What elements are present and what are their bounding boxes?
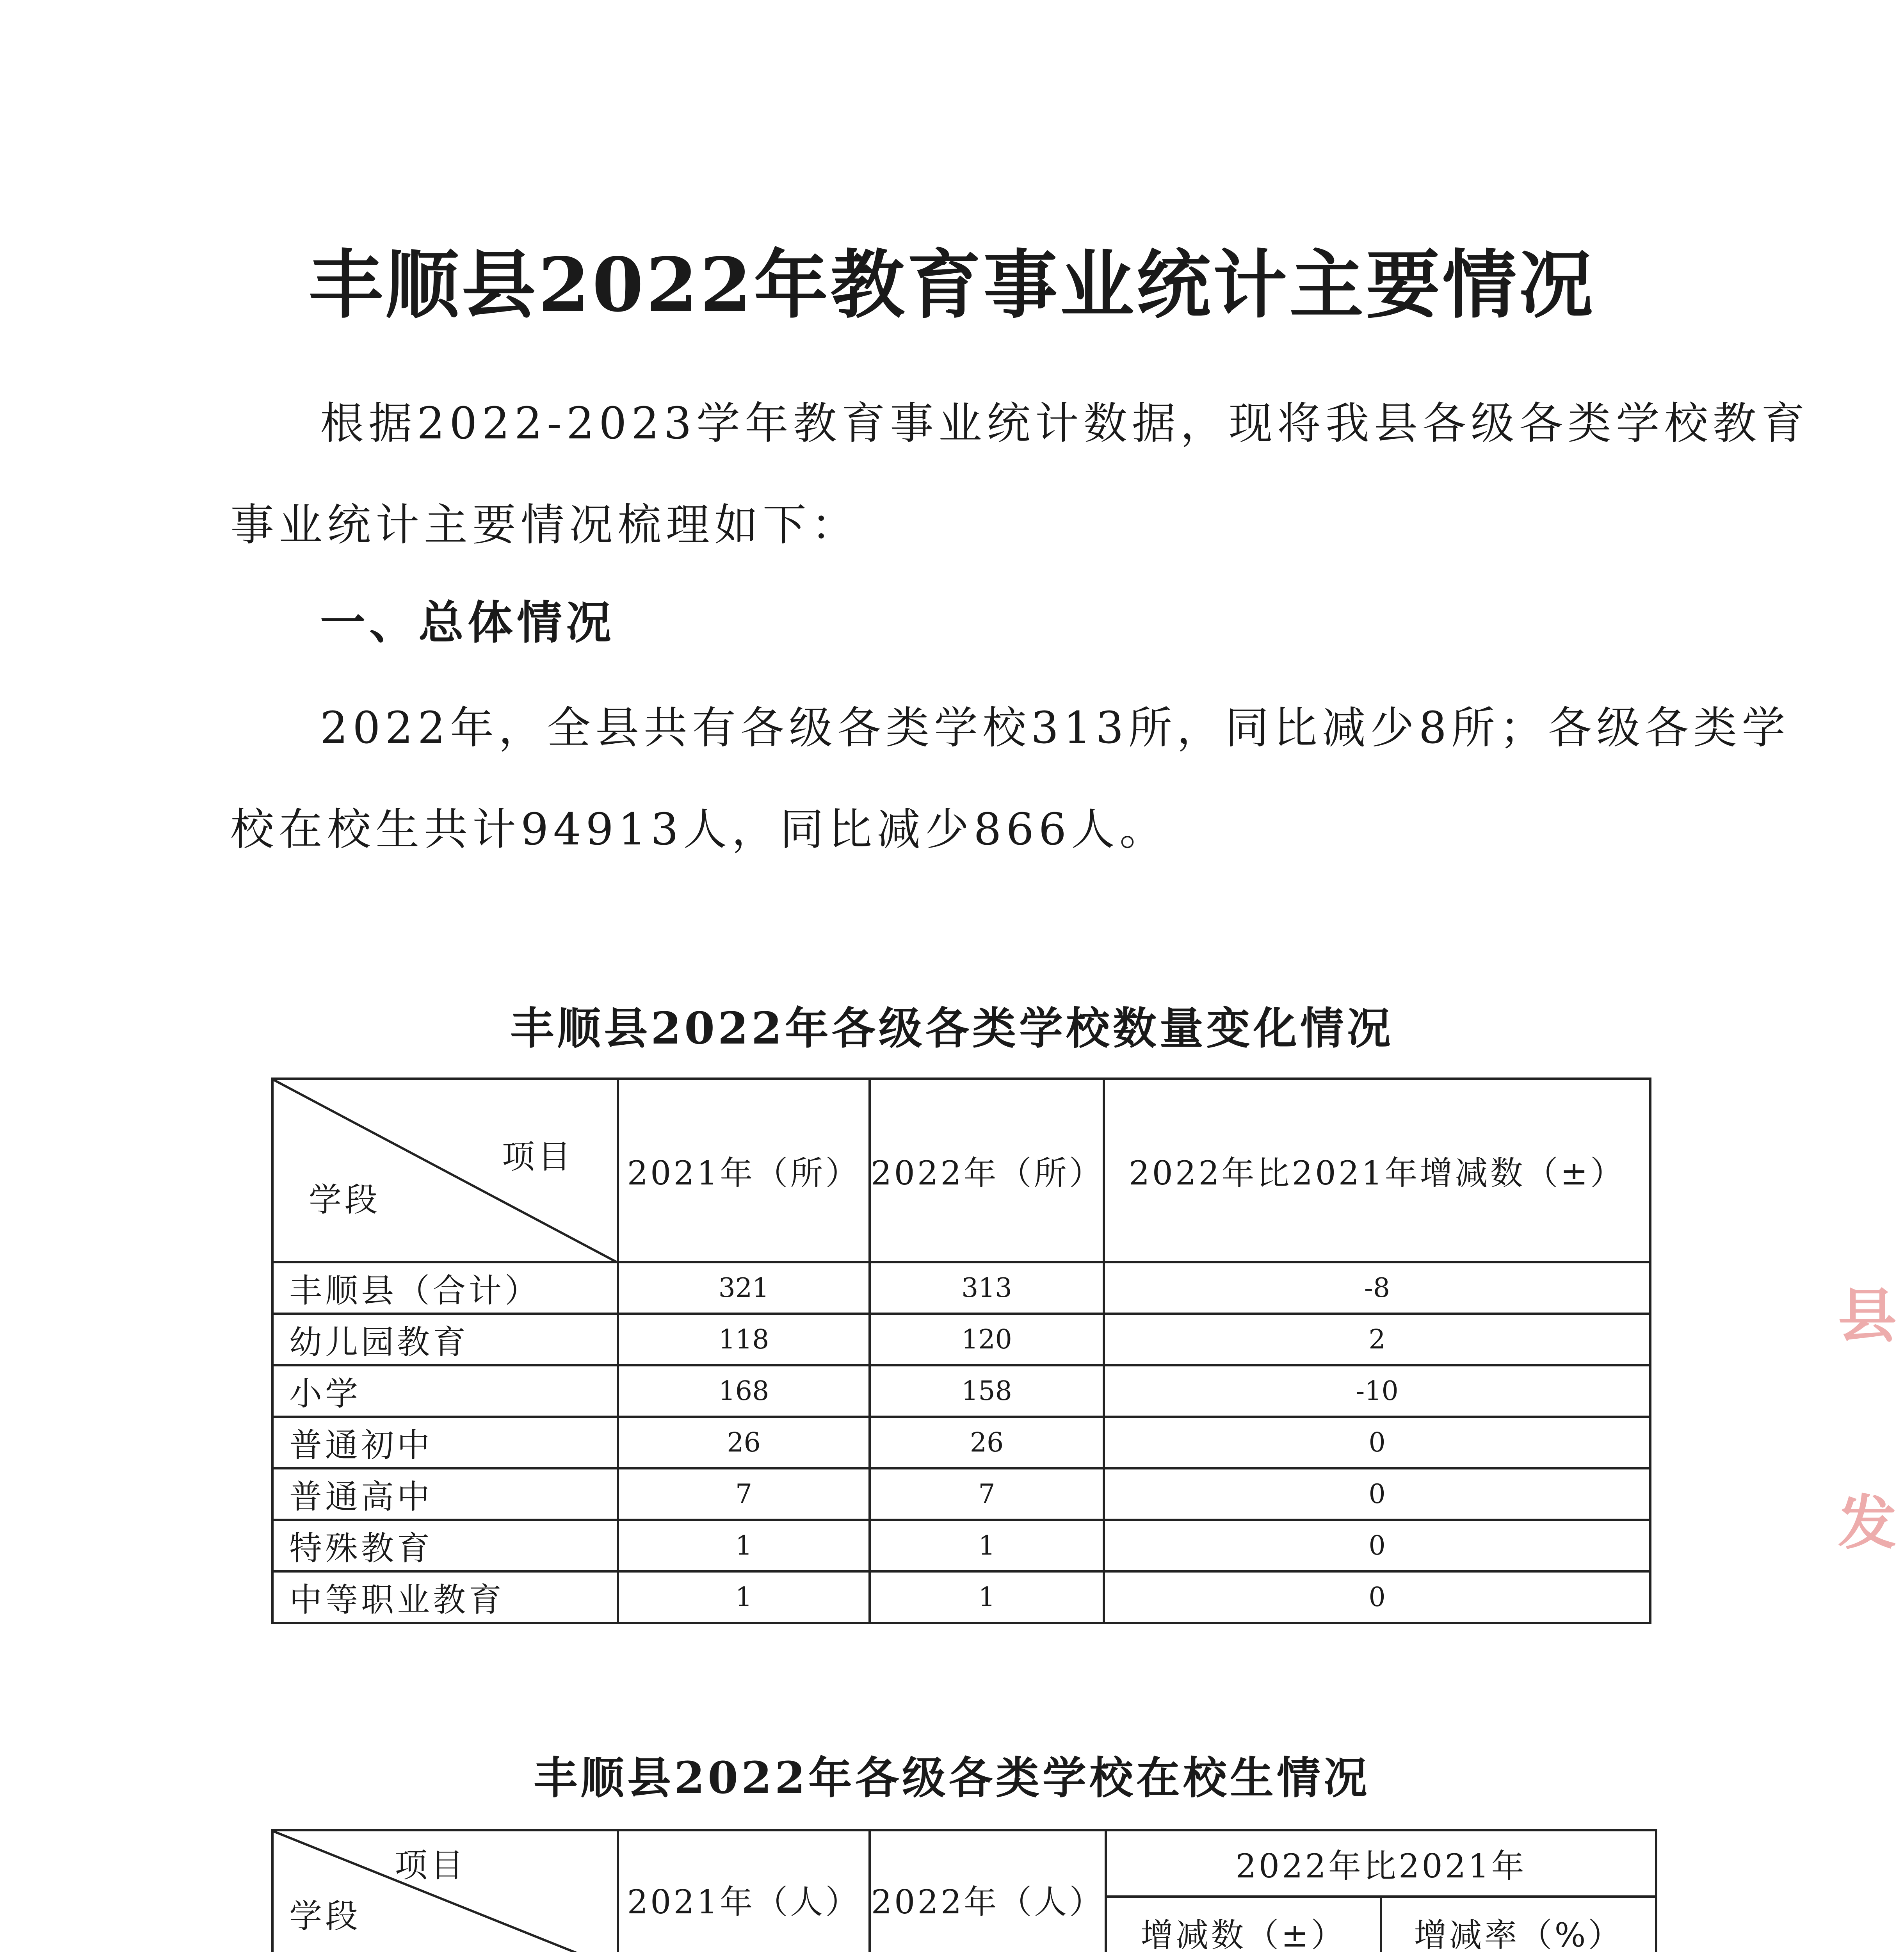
section-heading-overall: 一、总体情况: [320, 596, 615, 649]
table-row: [272, 1468, 1650, 1520]
value-2022-cell: 7: [870, 1468, 1104, 1520]
stage-label: 学段: [309, 1181, 381, 1219]
change-cell: 0: [1104, 1417, 1650, 1468]
change-cell: -10: [1104, 1365, 1650, 1417]
table-row: [272, 1571, 1650, 1623]
col-2022-header: 2022年（所）: [870, 1079, 1104, 1262]
col-change-header: 2022年比2021年增减数（±）: [1104, 1079, 1650, 1262]
value-2021-cell: 1: [618, 1520, 870, 1571]
value-2022-cell: 120: [870, 1314, 1104, 1365]
table-students-header-row-1: [272, 1830, 1656, 1897]
value-2021-cell: 1: [618, 1571, 870, 1623]
value-2022-cell: 313: [870, 1262, 1104, 1314]
stage-cell: 中等职业教育: [272, 1571, 618, 1623]
value-2021-cell: 118: [618, 1314, 870, 1365]
table-students-caption: 丰顺县2022年各级各类学校在校生情况: [534, 1753, 1370, 1804]
value-2021-cell: 168: [618, 1365, 870, 1417]
table-schools: [271, 1078, 1651, 1624]
col-change-header: 增减数（±）: [1106, 1897, 1381, 1952]
col-2022-header: 2022年（人）: [870, 1830, 1106, 1952]
col-2021-header: 2021年（所）: [618, 1079, 870, 1262]
intro-line-2: 事业统计主要情况梳理如下：: [230, 500, 859, 550]
seal-stamp-top: 县: [1838, 1282, 1897, 1350]
change-cell: -8: [1104, 1262, 1650, 1314]
stage-cell: 特殊教育: [272, 1520, 618, 1571]
section-body-line-1: 2022年，全县共有各级各类学校313所，同比减少8所；各级各类学: [320, 703, 1790, 753]
value-2022-cell: 26: [870, 1417, 1104, 1468]
section-body-line-2: 校在校生共计94913人，同比减少866人。: [230, 804, 1168, 855]
col-compare-header: 2022年比2021年: [1106, 1830, 1656, 1897]
value-2021-cell: 26: [618, 1417, 870, 1468]
table-schools-header-row: [272, 1079, 1650, 1262]
table-row: [272, 1417, 1650, 1468]
change-cell: 0: [1104, 1468, 1650, 1520]
table-row: [272, 1262, 1650, 1314]
table-schools-diagonal-header: [272, 1079, 618, 1262]
intro-line-1: 根据2022-2023学年教育事业统计数据，现将我县各级各类学校教育: [320, 398, 1810, 449]
table-students: [271, 1829, 1657, 1952]
item-label: 项目: [395, 1846, 467, 1884]
change-cell: 0: [1104, 1520, 1650, 1571]
stage-cell: 普通高中: [272, 1468, 618, 1520]
change-cell: 2: [1104, 1314, 1650, 1365]
value-2021-cell: 321: [618, 1262, 870, 1314]
value-2022-cell: 1: [870, 1571, 1104, 1623]
stage-label: 学段: [289, 1897, 361, 1935]
item-label: 项目: [502, 1138, 574, 1176]
table-row: [272, 1314, 1650, 1365]
value-2021-cell: 7: [618, 1468, 870, 1520]
value-2022-cell: 158: [870, 1365, 1104, 1417]
col-rate-header: 增减率（%）: [1381, 1897, 1656, 1952]
table-students-diagonal-header: [272, 1830, 618, 1952]
stage-cell: 普通初中: [272, 1417, 618, 1468]
stage-cell: 幼儿园教育: [272, 1314, 618, 1365]
value-2022-cell: 1: [870, 1520, 1104, 1571]
page-title: 丰顺县2022年教育事业统计主要情况: [308, 241, 1596, 328]
seal-stamp-bottom: 发: [1838, 1489, 1897, 1557]
col-2021-header: 2021年（人）: [618, 1830, 870, 1952]
table-row: [272, 1520, 1650, 1571]
stage-cell: 丰顺县（合计）: [272, 1262, 618, 1314]
table-schools-caption: 丰顺县2022年各级各类学校数量变化情况: [510, 1003, 1394, 1054]
table-row: [272, 1365, 1650, 1417]
change-cell: 0: [1104, 1571, 1650, 1623]
stage-cell: 小学: [272, 1365, 618, 1417]
